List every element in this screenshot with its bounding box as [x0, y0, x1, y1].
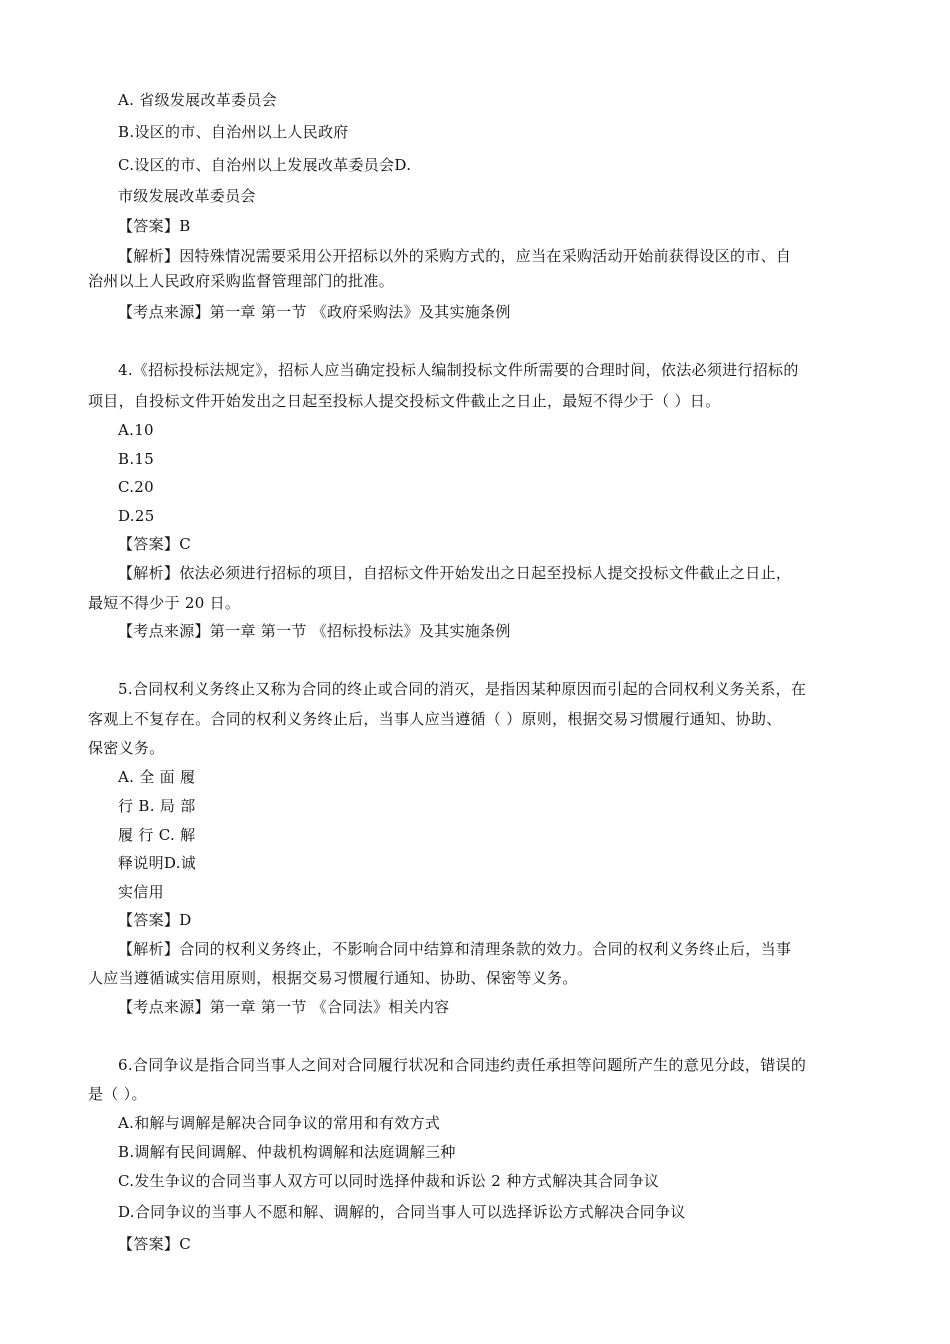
q4-option-a: A.10: [118, 421, 154, 439]
q4-option-c: C.20: [118, 478, 154, 496]
q3-option-cd: C.设区的市、自治州以上发展改革委员会D.: [118, 156, 412, 174]
q4-option-b: B.15: [118, 450, 155, 468]
q3-analysis-cont: 治州以上人民政府采购监督管理部门的批准。: [88, 272, 395, 290]
q4-answer: 【答案】C: [118, 535, 191, 553]
q4-stem: 4.《招标投标法规定》，招标人应当确定投标人编制投标文件所需要的合理时间，依法必须进行招标的: [118, 361, 799, 379]
q6-stem-cont: 是（ ）。: [88, 1085, 147, 1103]
q5-source: 【考点来源】第一章 第一节 《合同法》相关内容: [118, 998, 450, 1016]
q3-option-d-cont: 市级发展改革委员会: [118, 187, 256, 205]
q6-answer: 【答案】C: [118, 1235, 191, 1253]
q3-analysis: 【解析】因特殊情况需要采用公开招标以外的采购方式的，应当在采购活动开始前获得设区的市、自: [118, 247, 792, 265]
q5-options-4: 释说明D.诚: [118, 854, 197, 872]
q6-option-d: D.合同争议的当事人不愿和解、调解的，合同当事人可以选择诉讼方式解决合同争议: [118, 1203, 686, 1221]
q5-analysis: 【解析】合同的权利义务终止，不影响合同中结算和清理条款的效力。合同的权利义务终止后，当事: [118, 940, 792, 958]
q5-options-3: 履 行 C. 解: [118, 826, 196, 844]
q6-option-a: A.和解与调解是解决合同争议的常用和有效方式: [118, 1114, 441, 1132]
q3-answer: 【答案】B: [118, 217, 191, 235]
q5-stem-cont-1: 客观上不复存在。合同的权利义务终止后，当事人应当遵循（ ）原则，根据交易习惯履行通知、协助、: [88, 710, 782, 728]
q5-options-5: 实信用: [118, 883, 164, 901]
q5-stem: 5.合同权利义务终止又称为合同的终止或合同的消灭，是指因某种原因而引起的合同权利义务关系，在: [118, 680, 807, 698]
q6-option-c: C.发生争议的合同当事人双方可以同时选择仲裁和诉讼 2 种方式解决其合同争议: [118, 1172, 660, 1190]
q4-source: 【考点来源】第一章 第一节 《招标投标法》及其实施条例: [118, 622, 511, 640]
q5-stem-cont-2: 保密义务。: [88, 739, 165, 757]
q5-options-2: 行 B. 局 部: [118, 797, 196, 815]
q4-option-d: D.25: [118, 507, 155, 525]
q5-answer: 【答案】D: [118, 911, 192, 929]
q5-analysis-cont: 人应当遵循诚实信用原则，根据交易习惯履行通知、协助、保密等义务。: [88, 969, 578, 987]
q5-options-1: A. 全 面 履: [118, 768, 196, 786]
q3-source: 【考点来源】第一章 第一节 《政府采购法》及其实施条例: [118, 303, 511, 321]
q4-analysis-cont: 最短不得少于 20 日。: [88, 594, 241, 612]
q6-stem: 6.合同争议是指合同当事人之间对合同履行状况和合同违约责任承担等问题所产生的意见分歧，错误的: [118, 1056, 807, 1074]
q4-analysis: 【解析】依法必须进行招标的项目，自招标文件开始发出之日起至投标人提交投标文件截止之日止，: [118, 564, 792, 582]
q3-option-a: A. 省级发展改革委员会: [118, 91, 277, 109]
q6-option-b: B.调解有民间调解、仲裁机构调解和法庭调解三种: [118, 1143, 456, 1161]
q4-stem-cont: 项目，自投标文件开始发出之日起至投标人提交投标文件截止之日止，最短不得少于（ ）日。: [88, 392, 721, 410]
q3-option-b: B.设区的市、自治州以上人民政府: [118, 123, 349, 141]
